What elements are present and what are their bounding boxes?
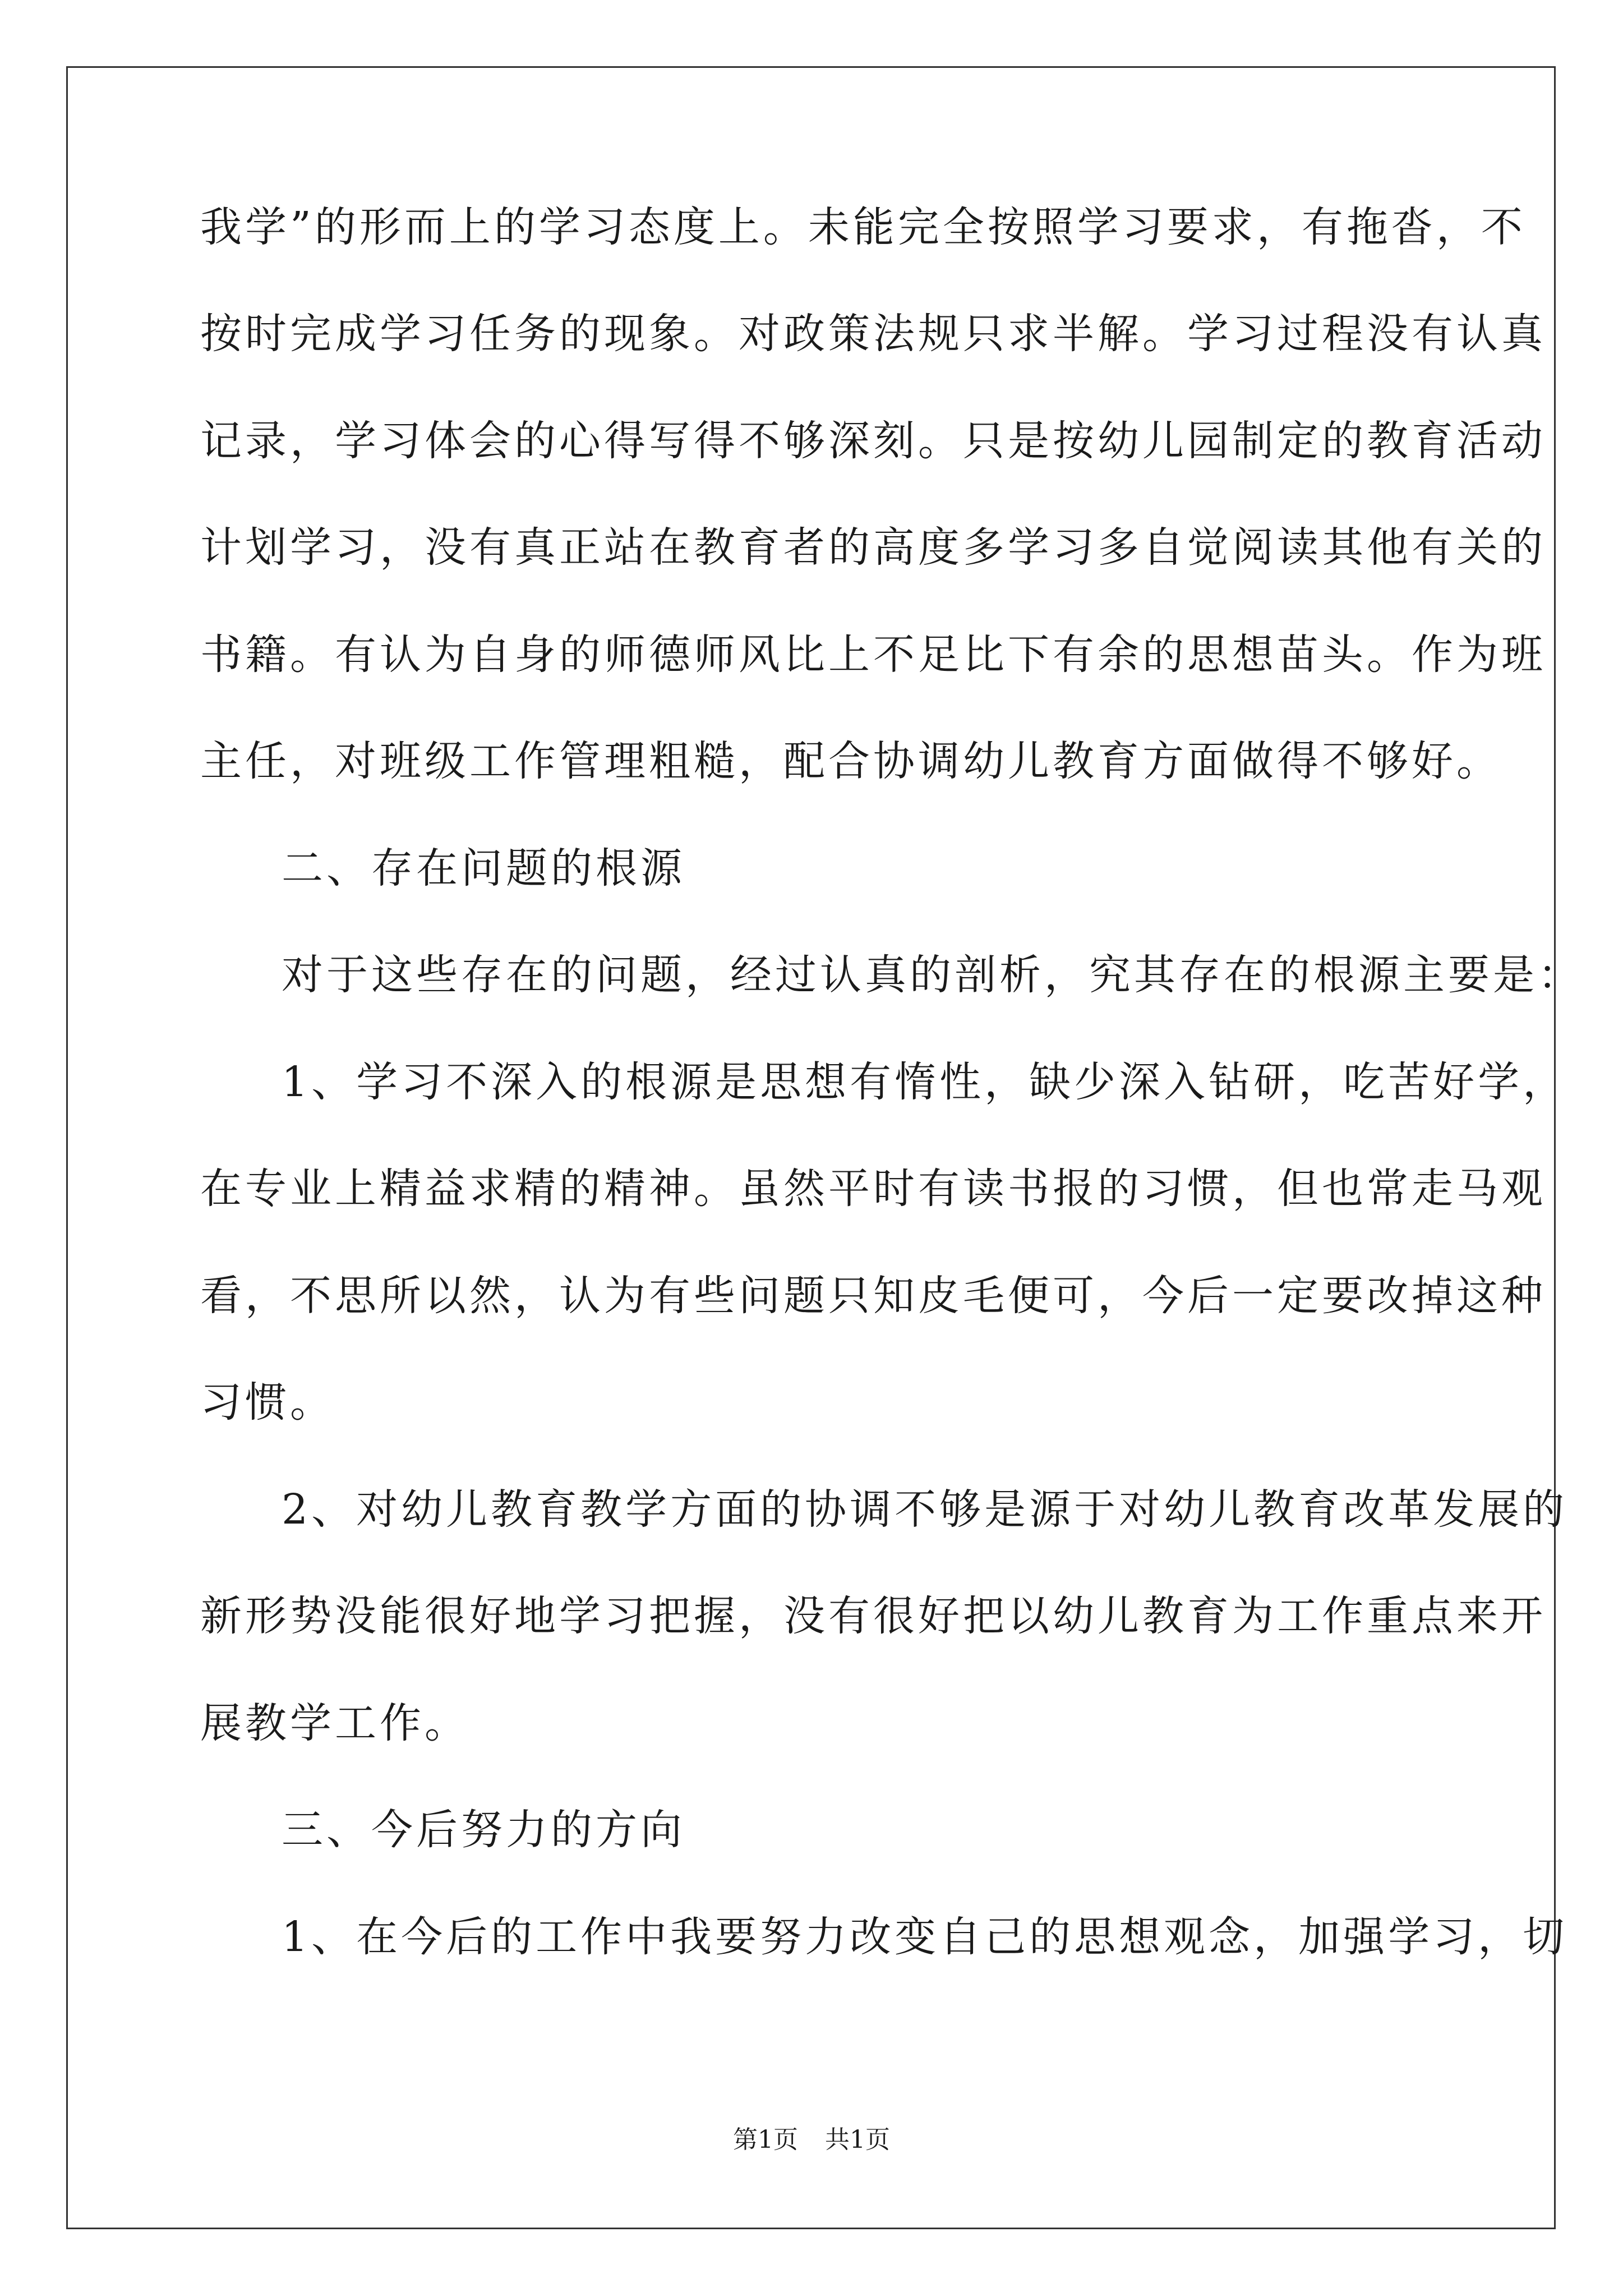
body-line-15: 展教学工作。: [200, 1699, 469, 1747]
body-line-11: 看，不思所以然，认为有些问题只知皮毛便可，今后一定要改掉这种: [200, 1272, 1546, 1320]
section-heading-3: 三、今后努力的方向: [282, 1806, 685, 1854]
body-line-1: 我学”的形而上的学习态度上。未能完全按照学习要求，有拖沓，不: [200, 203, 1526, 251]
body-line-12: 习惯。: [200, 1378, 335, 1427]
body-line-5: 书籍。有认为自身的师德师风比上不足比下有余的思想苗头。作为班: [200, 631, 1546, 679]
body-line-17: 1、在今后的工作中我要努力改变自己的思想观念，加强学习，切: [282, 1913, 1568, 1961]
section-heading-2: 二、存在问题的根源: [282, 844, 685, 892]
page-footer: [0, 2123, 1623, 2157]
page-number: 第1页: [733, 2125, 798, 2154]
body-line-13: 2、对幼儿教育教学方面的协调不够是源于对幼儿教育改革发展的: [282, 1485, 1568, 1534]
page-border: [66, 66, 1556, 2229]
body-line-8: 对于这些存在的问题，经过认真的剖析，究其存在的根源主要是：: [282, 951, 1583, 999]
body-line-6: 主任，对班级工作管理粗糙，配合协调幼儿教育方面做得不够好。: [200, 737, 1501, 785]
page-total: 共1页: [825, 2125, 890, 2154]
body-line-14: 新形势没能很好地学习把握，没有很好把以幼儿教育为工作重点来开: [200, 1592, 1546, 1640]
body-line-10: 在专业上精益求精的精神。虽然平时有读书报的习惯，但也常走马观: [200, 1165, 1546, 1213]
body-line-4: 计划学习，没有真正站在教育者的高度多学习多自觉阅读其他有关的: [200, 523, 1546, 572]
body-line-3: 记录，学习体会的心得写得不够深刻。只是按幼儿园制定的教育活动: [200, 417, 1546, 465]
body-line-9: 1、学习不深入的根源是思想有惰性，缺少深入钻研，吃苦好学，: [282, 1058, 1568, 1106]
body-line-2: 按时完成学习任务的现象。对政策法规只求半解。学习过程没有认真: [200, 310, 1546, 358]
